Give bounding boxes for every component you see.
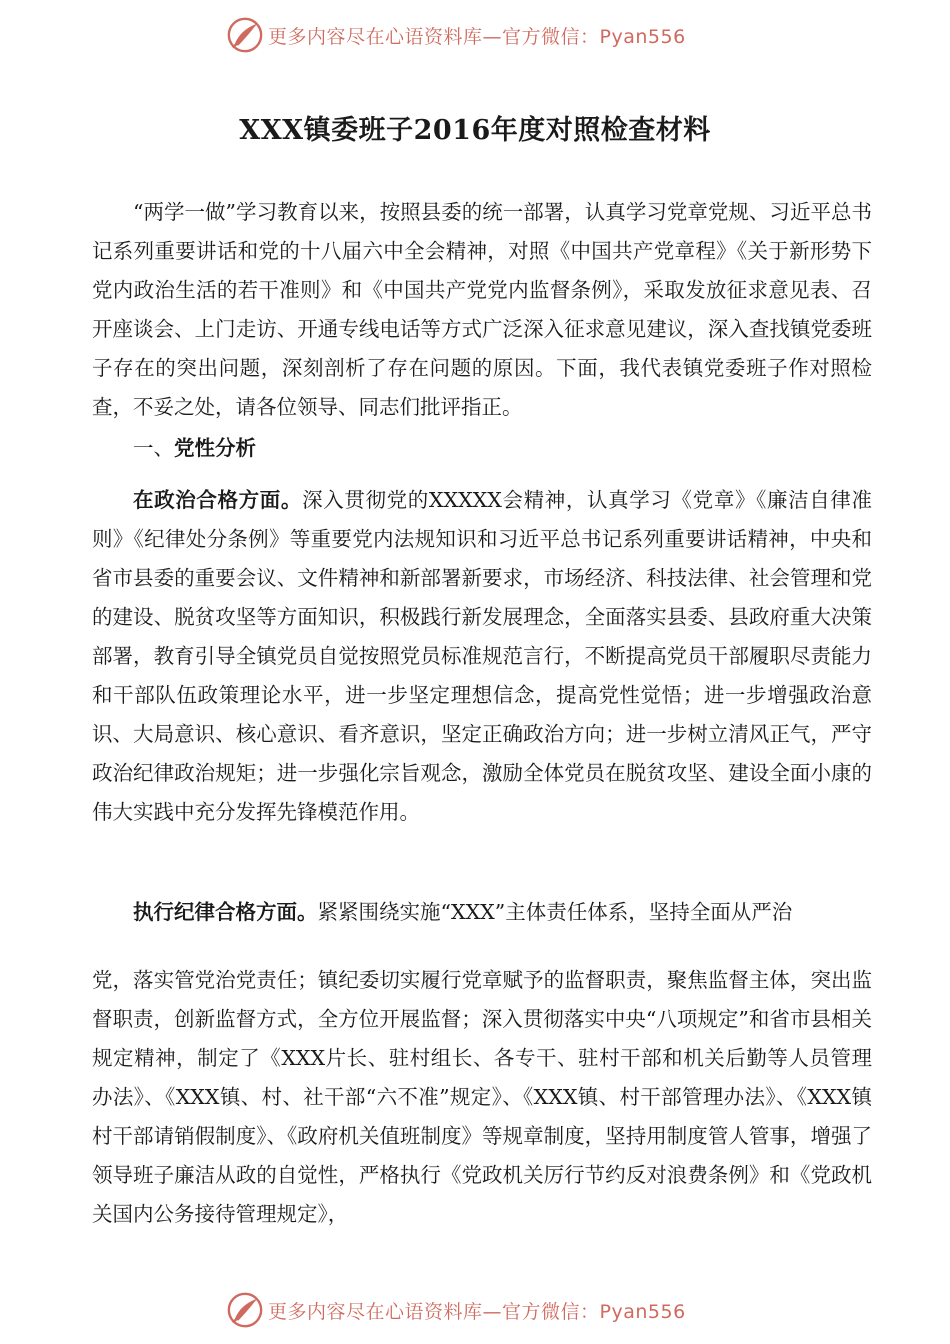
section-heading-1 [92,429,872,468]
pen-logo-icon [226,1291,264,1329]
pen-logo-icon [226,16,264,54]
watermark-text: 更多内容尽在心语资料库—官方微信：Pyan556 [268,1300,686,1323]
discipline-first-line [92,893,872,932]
document-title: XXX镇委班子2016年度对照检查材料 [239,115,711,146]
section-number: 一、 [133,436,174,460]
header-watermark-banner [226,15,726,55]
watermark-text: 更多内容尽在心语资料库—官方微信：Pyan556 [268,25,686,48]
discipline-lead: 执行纪律合格方面。 [133,900,318,924]
politics-lead: 在政治合格方面。 [133,488,303,512]
intro-paragraph: “两学一做”学习教育以来，按照县委的统一部署，认真学习党章党规、习近平总书记系列重要讲话和党的十八届六中全会精神，对照《中国共产党章程》《关于新形势下党内政治生活的若干准则》和《中国共产党党内监督条例》，采取发放征求意见表、召开座谈会、上门走访、开通专线电话等方式广泛深入征求意见建议，深入查找镇党委班子存在的突出问题，深刻剖析了存在问题的原因。下面，我代表镇党委班子作对照检查，不妥之处，请各位领导、同志们批评指正。 [92,200,872,419]
discipline-line1: 紧紧围绕实施“XXX”主体责任体系，坚持全面从严治 [317,900,793,924]
footer-watermark-banner [226,1290,726,1330]
politics-body: 深入贯彻党的XXXXX会精神，认真学习《党章》《廉洁自律准则》《纪律处分条例》等重要党内法规知识和习近平总书记系列重要讲话精神，中央和省市县委的重要会议、文件精神和新部署新要求，市场经济、科技法律、社会管理和党的建设、脱贫攻坚等方面知识，积极践行新发展理念，全面落实县委、县政府重大决策部署，教育引导全镇党员自觉按照党员标准规范言行，不断提高党员干部履职尽责能力和干部队伍政策理论水平，进一步坚定理想信念，提高党性觉悟；进一步增强政治意识、大局意识、核心意识、看齐意识，坚定正确政治方向；进一步树立清风正气，严守政治纪律政治规矩；进一步强化宗旨观念，激励全体党员在脱贫攻坚、建设全面小康的伟大实践中充分发挥先锋模范作用。 [92,488,872,824]
politics-paragraph [92,481,872,832]
discipline-paragraph: 党，落实管党治党责任；镇纪委切实履行党章赋予的监督职责，聚焦监督主体，突出监督职责，创新监督方式，全方位开展监督；深入贯彻落实中央“八项规定”和省市县相关规定精神，制定了《XXX片长、驻村组长、各专干、驻村干部和机关后勤等人员管理办法》、《XXX镇、村、社干部“六不准”规定》、《XXX镇、村干部管理办法》、《XXX镇村干部请销假制度》、《政府机关值班制度》等规章制度，坚持用制度管人管事，增强了领导班子廉洁从政的自觉性，严格执行《党政机关厉行节约反对浪费条例》和《党政机关国内公务接待管理规定》， [92,968,872,1226]
section-title: 党性分析 [174,436,256,460]
